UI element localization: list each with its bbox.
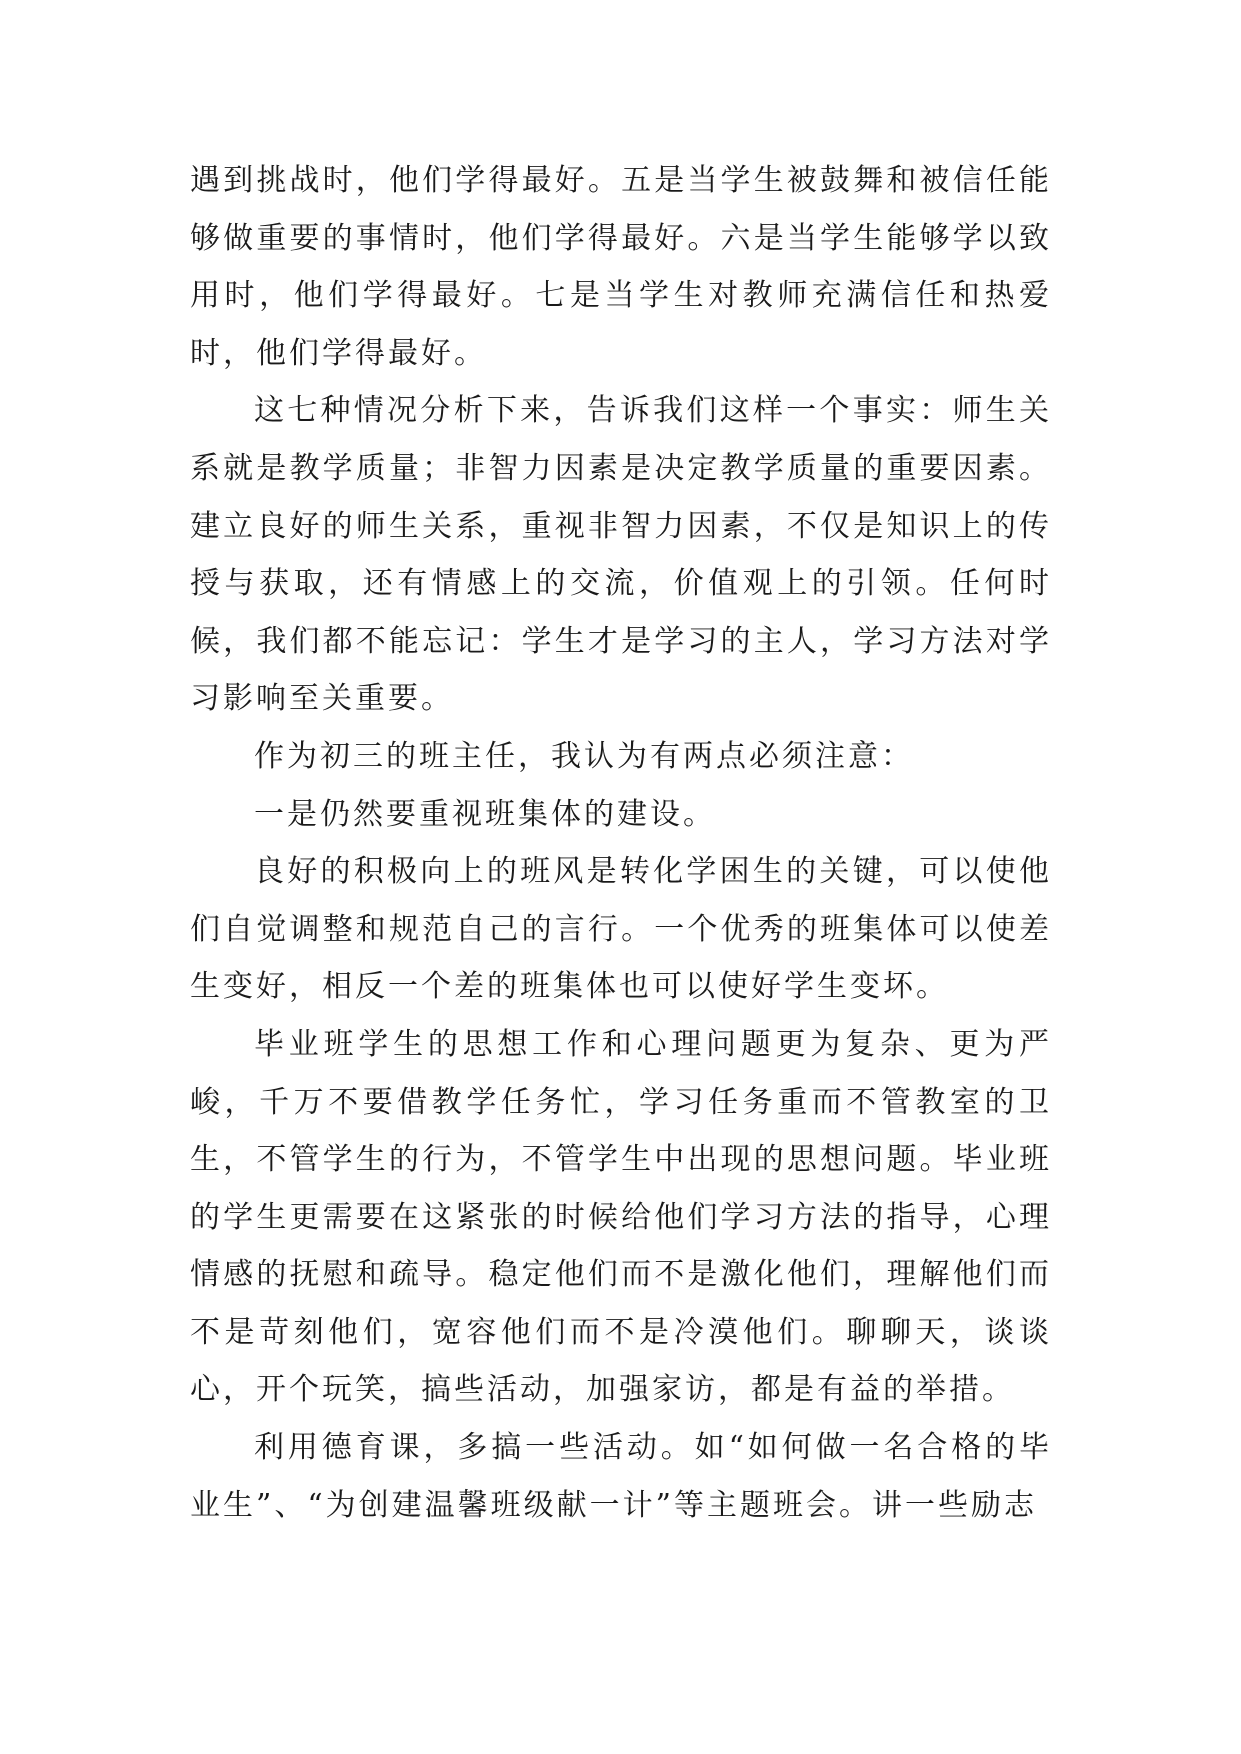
document-page xyxy=(190,152,1052,1534)
paragraph-teacher-student-relationship: 这七种情况分析下来，告诉我们这样一个事实：师生关系就是教学质量；非智力因素是决定教学质量的重要因素。建立良好的师生关系，重视非智力因素，不仅是知识上的传授与获取，还有情感上的交流，价值观上的引领。任何时候，我们都不能忘记：学生才是学习的主人，学习方法对学习影响至关重要。 xyxy=(190,393,1052,717)
paragraph-class-atmosphere: 良好的积极向上的班风是转化学困生的关键，可以使他们自觉调整和规范自己的言行。一个优秀的班集体可以使差生变好，相反一个差的班集体也可以使好学生变坏。 xyxy=(190,854,1052,1005)
paragraph-graduating-students: 毕业班学生的思想工作和心理问题更为复杂、更为严峻，千万不要借教学任务忙，学习任务重而不管教室的卫生，不管学生的行为，不管学生中出现的思想问题。毕业班的学生更需要在这紧张的时候给他们学习方法的指导，心理情感的抚慰和疏导。稳定他们而不是激化他们，理解他们而不是苛刻他们，宽容他们而不是冷漠他们。聊聊天，谈谈心，开个玩笑，搞些活动，加强家访，都是有益的举措。 xyxy=(190,1026,1052,1408)
paragraph-two-points-intro: 作为初三的班主任，我认为有两点必须注意： xyxy=(254,738,914,774)
paragraph-continuation: 遇到挑战时，他们学得最好。五是当学生被鼓舞和被信任能够做重要的事情时，他们学得最好。六是当学生能够学以致用时，他们学得最好。七是当学生对教师充满信任和热爱时，他们学得最好。 xyxy=(190,163,1052,371)
paragraph-point-one: 一是仍然要重视班集体的建设。 xyxy=(254,796,716,832)
paragraph-moral-education-activities: 利用德育课，多搞一些活动。如“如何做一名合格的毕业生”、“为创建温馨班级献一计”等主题班会。讲一些励志 xyxy=(190,1430,1052,1523)
